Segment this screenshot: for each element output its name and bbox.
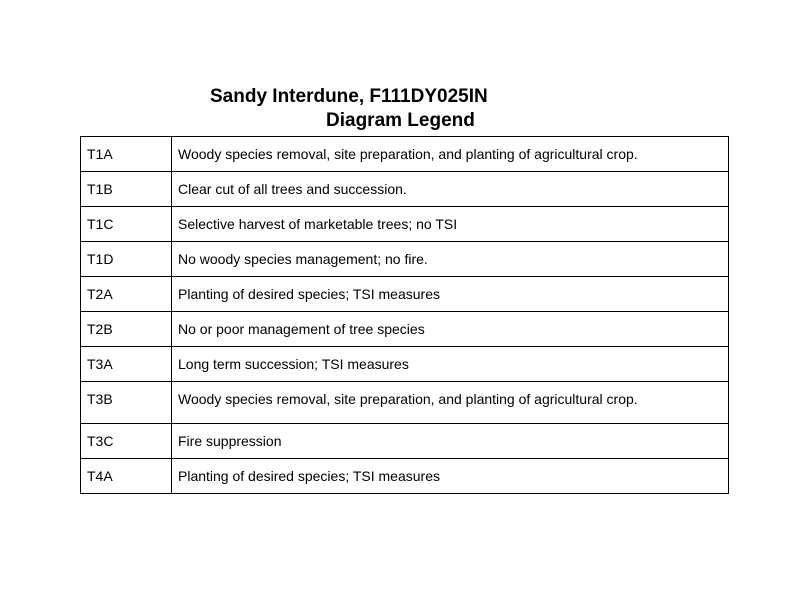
transition-description: Clear cut of all trees and succession. <box>172 172 729 207</box>
transition-code: T4A <box>81 459 172 494</box>
transition-code: T1C <box>81 207 172 242</box>
transition-description: Woody species removal, site preparation, and planting of agricultural crop. <box>172 382 729 424</box>
table-row <box>81 242 729 277</box>
table-row <box>81 172 729 207</box>
table-row <box>81 382 729 424</box>
page-subtitle: Diagram Legend <box>326 110 475 131</box>
transition-code: T3B <box>81 382 172 424</box>
table-row <box>81 347 729 382</box>
transition-description: No or poor management of tree species <box>172 312 729 347</box>
transition-description: Selective harvest of marketable trees; no TSI <box>172 207 729 242</box>
transition-description: Planting of desired species; TSI measures <box>172 277 729 312</box>
legend-table <box>80 136 729 494</box>
table-row <box>81 312 729 347</box>
transition-code: T3A <box>81 347 172 382</box>
table-row <box>81 137 729 172</box>
transition-code: T2A <box>81 277 172 312</box>
transition-description: Planting of desired species; TSI measures <box>172 459 729 494</box>
table-row <box>81 207 729 242</box>
page-title: Sandy Interdune, F111DY025IN <box>210 86 488 107</box>
transition-description: Fire suppression <box>172 424 729 459</box>
transition-description: Woody species removal, site preparation, and planting of agricultural crop. <box>172 137 729 172</box>
transition-code: T3C <box>81 424 172 459</box>
transition-code: T1B <box>81 172 172 207</box>
table-row <box>81 277 729 312</box>
table-row <box>81 424 729 459</box>
table-row <box>81 459 729 494</box>
transition-description: Long term succession; TSI measures <box>172 347 729 382</box>
transition-code: T1A <box>81 137 172 172</box>
transition-description: No woody species management; no fire. <box>172 242 729 277</box>
transition-code: T2B <box>81 312 172 347</box>
transition-code: T1D <box>81 242 172 277</box>
